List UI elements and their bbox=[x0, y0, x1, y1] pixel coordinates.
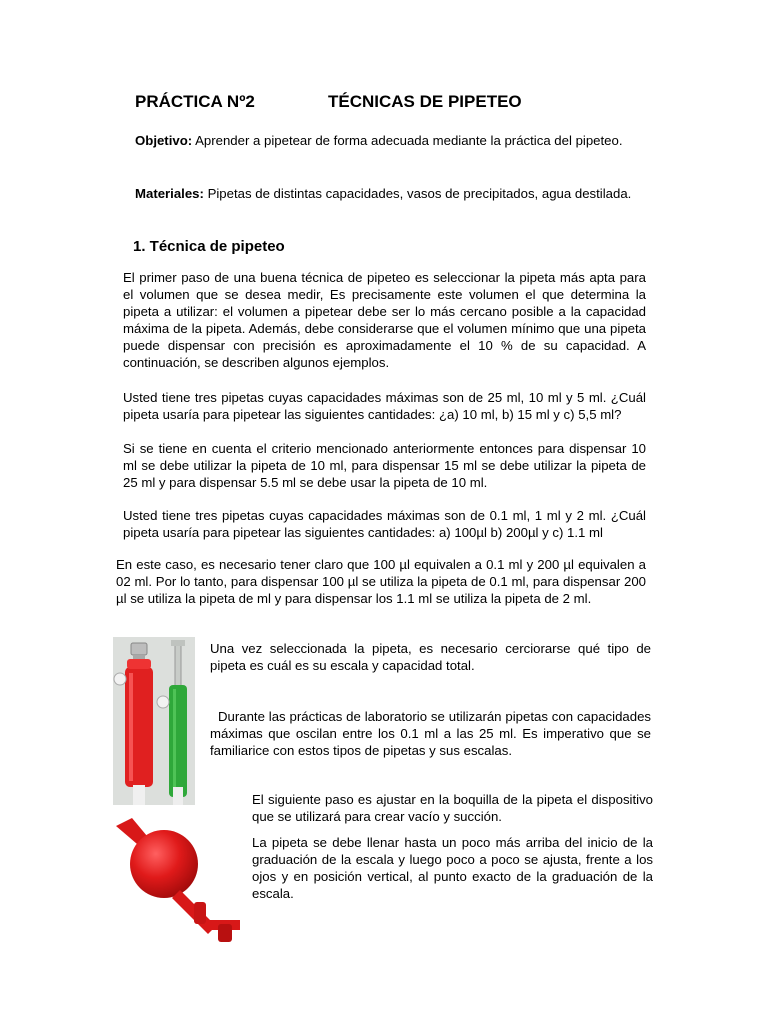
paragraph-answer-2: En este caso, es necesario tener claro que 100 µl equivalen a 0.1 ml y 200 µl equivalen a 02 ml. Por lo tanto, para dispensar 100 µl se utiliza la pipeta de 0.1 ml, para dispensar 200 µl se utiliza la pipeta de ml y para dispensar los 1.1 ml se utiliza la pipeta de 2 ml. bbox=[116, 557, 646, 606]
materials-label: Materiales: bbox=[135, 186, 204, 201]
section-heading: 1. Técnica de pipeteo bbox=[133, 238, 285, 255]
paragraph-selection: Una vez seleccionada la pipeta, es necesario cerciorarse qué tipo de pipeta es cuál es su escala y capacidad total. bbox=[210, 641, 651, 673]
pipette-filler-image bbox=[113, 637, 195, 805]
paragraph-range: Durante las prácticas de laboratorio se utilizarán pipetas con capacidades máximas que oscilan entre los 0.1 ml a las 25 ml. Es imperativo que se familiarice con estos tipos de pipetas y sus escalas. bbox=[210, 709, 651, 758]
practice-title: TÉCNICAS DE PIPETEO bbox=[328, 92, 522, 111]
paragraph-adjust: El siguiente paso es ajustar en la boquilla de la pipeta el dispositivo que se utilizará para crear vacío y succión. bbox=[252, 792, 653, 824]
objective-text: Aprender a pipetear de forma adecuada mediante la práctica del pipeteo. bbox=[195, 133, 623, 148]
paragraph-answer-1: Si se tiene en cuenta el criterio mencionado anteriormente entonces para dispensar 10 ml se debe utilizar la pipeta de 10 ml, para dispensar 15 ml se debe utilizar la pipeta de 25 ml y para dispensar 5.5 ml se debe usar la pipeta de 10 ml. bbox=[123, 441, 646, 490]
paragraph-question-1: Usted tiene tres pipetas cuyas capacidades máximas son de 25 ml, 10 ml y 5 ml. ¿Cuál pipeta usaría para pipetear las siguientes cantidades: ¿a) 10 ml, b) 15 ml y c) 5,5 ml? bbox=[123, 390, 646, 422]
paragraph-intro: El primer paso de una buena técnica de pipeteo es seleccionar la pipeta más apta para el volumen que se desea medir, Es precisamente este volumen el que determina la pipeta a utilizar: el volumen a pipetear debe ser lo más cercano posible a la capacidad máxima de la pipeta. Además, debe considerarse que el volumen mínimo que una pipeta puede dispensar con precisión es aproximadamente el 10 % de su capacidad. A continuación, se describen algunos ejemplos. bbox=[123, 270, 646, 370]
materials-text: Pipetas de distintas capacidades, vasos de precipitados, agua destilada. bbox=[207, 186, 632, 201]
rubber-bulb-icon bbox=[108, 808, 242, 944]
practice-number: PRÁCTICA Nº2 bbox=[135, 92, 255, 111]
paragraph-fill: La pipeta se debe llenar hasta un poco más arriba del inicio de la graduación de la escala y luego poco a poco se ajusta, frente a los ojos y en posición vertical, al punto exacto de la graduación de la escala. bbox=[252, 835, 653, 901]
objective-paragraph bbox=[135, 132, 638, 149]
pipette-filler-icon bbox=[113, 637, 195, 805]
materials-paragraph bbox=[135, 185, 638, 202]
objective-label: Objetivo: bbox=[135, 133, 193, 148]
rubber-bulb-image bbox=[108, 808, 242, 944]
paragraph-question-2: Usted tiene tres pipetas cuyas capacidades máximas son de 0.1 ml, 1 ml y 2 ml. ¿Cuál pipeta usaría para pipetear las siguientes cantidades: a) 100µl b) 200µl y c) 1.1 ml bbox=[123, 508, 646, 540]
